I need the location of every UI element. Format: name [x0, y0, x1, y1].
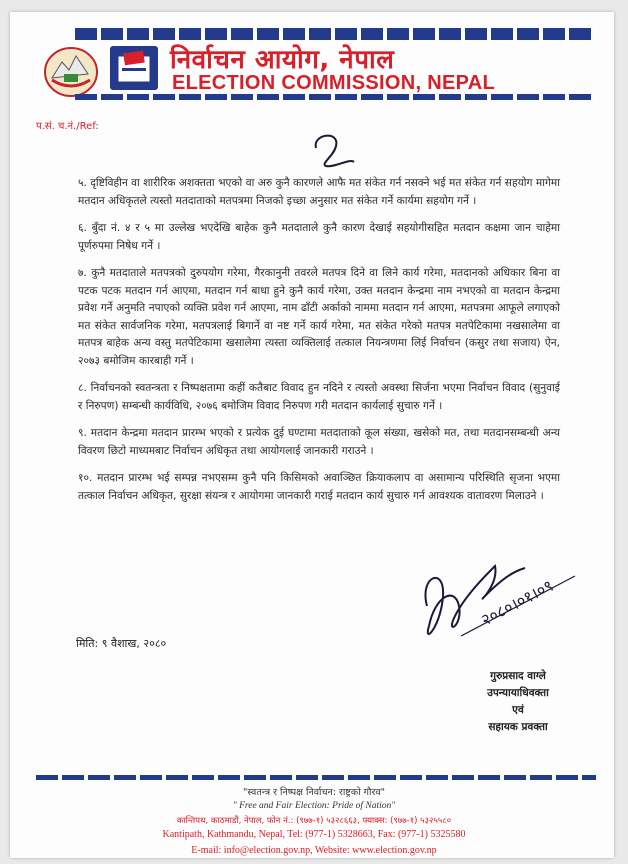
footer-stripe: [36, 775, 596, 780]
footer-contact: E-mail: info@election.gov.np, Website: www.election.gov.np: [191, 845, 437, 856]
clause-9: ९. मतदान केन्द्रमा मतदान प्रारम्भ भएको र प्रत्येक दुई घण्टामा मतदाताको कूल संख्या, खसेको मत, तथा मतदानसम्बन्धी अन्य विवरण छिटो माध्यमबाट निर्वाचन अधिकृत तथा आयोगलाई जानकारी गराउने ।: [78, 427, 560, 457]
svg-text:२०८०।०१।०९: २०८०।०१।०९: [477, 575, 557, 630]
clause-10: १०. मतदान प्रारम्भ भई सम्पन्न नभएसम्म कुनै पनि किसिमको अवाञ्छित क्रियाकलाप वा असामान्य परिस्थिति सृजना भएमा तत्काल निर्वाचन अधिकृत, सुरक्षा संयन्त्र र आयोगमा जानकारी गराई मतदान कार्य सुचारु गर्न आवश्यक वातावरण मिलाउने ।: [78, 472, 560, 502]
letter-date: मिति: ९ वैशाख, २०८०: [76, 637, 167, 650]
nepal-emblem-icon: [42, 44, 100, 98]
signatory-name: गुरुप्रसाद वाग्ले: [490, 670, 546, 682]
initial-mark: [310, 128, 360, 176]
election-commission-logo: [110, 46, 158, 90]
footer-slogan-nepali: "स्वतन्त्र र निष्पक्ष निर्वाचन: राष्ट्रको गौरव": [242, 787, 386, 798]
footer-address-english: Kantipath, Kathmandu, Nepal, Tel: (977-1) 5328663, Fax: (977-1) 5325580: [162, 829, 466, 840]
reference-label: प.सं. च.नं./Ref:: [36, 121, 99, 132]
header-top-stripe: [75, 28, 595, 40]
header-bottom-stripe: [75, 94, 595, 100]
clause-7: ७. कुनै मतदाताले मतपत्रको दुरुपयोग गरेमा, गैरकानुनी तवरले मतपत्र दिने वा लिने कार्य गरेमा, मतदानको अधिकार बिना वा पटक पटक मतदान गर्न आएमा, मतदान गर्न बाधा हुने कुनै कार्य गरेमा, उक्त मतदान केन्द्रमा नाम नभएको वा मतदान केन्द्रमा प्रवेश गर्ने अनुमति नपाएको व्यक्ति प्रवेश गर्न आएमा, नाम ढाँटी अर्काको नाममा मतदान गर्न आएमा, मतपत्रमा आफूले लगाएको मत संकेत सार्वजनिक गरेमा, मतपत्रलाई बिगार्ने वा नष्ट गर्ने कार्य गरेमा, मत संकेत गरेको मतपत्र मतपेटिकामा नखसालेमा वा मतपत्र बाहेक अन्य वस्तु मतपेटिकामा खसालेमा त्यस्ता व्यक्तिलाई तत्काल नियन्त्रणमा लिई निर्वाचन (कसुर तथा सजाय) ऐन, २०७३ बमोजिम कारबाही गर्ने ।: [78, 267, 560, 367]
clause-5: ५. दृष्टिविहीन वा शारीरिक अशक्तता भएको वा अरु कुनै कारणले आफै मत संकेत गर्न नसक्ने भई मत संकेत गर्न सहयोग मागेमा मतदान अधिकृतले त्यस्तो मतदाताको मतपत्रमा निजको इच्छा अनुसार मत संकेत गर्ने कार्यमा सहयोग गर्ने ।: [78, 177, 560, 207]
clause-8: ८. निर्वाचनको स्वतन्त्रता र निष्पक्षतामा कहीं कतैबाट विवाद हुन नदिने र त्यस्तो अवस्था सिर्जना भएमा निर्वाचन विवाद (सुनुवाई र निरुपण) सम्बन्धी कार्यविधि, २०७६ बमोजिम विवाद निरुपण गरी मतदान कार्यलाई सुचारु गर्ने ।: [78, 382, 560, 412]
footer-slogan-english: " Free and Fair Election: Pride of Nation": [232, 801, 396, 811]
signatory-title: उपन्यायाधिवक्ता: [487, 687, 549, 699]
signatory-conjunction: एवं: [512, 704, 524, 716]
handwritten-signature: [415, 556, 595, 666]
signatory-block: [458, 668, 578, 736]
letter-body: [78, 175, 560, 515]
header-title-english: ELECTION COMMISSION, NEPAL: [172, 72, 495, 94]
signatory-role: सहायक प्रवक्ता: [488, 721, 548, 733]
footer-address-nepali: कान्तिपथ, काठमाडौं, नेपाल, फोन नं.: (९७७-१) ५३२८६६३, फ्याक्स: (९७७-१) ५३२५५८०: [176, 816, 452, 826]
clause-6: ६. बुँदा नं. ४ र ५ मा उल्लेख भएदेखि बाहेक कुनै मतदाताले कुनै कारण देखाई सहयोगीसहित मतदान कक्षमा जान चाहेमा पूर्णरुपमा निषेध गर्ने ।: [78, 222, 560, 252]
header-title-nepali: निर्वाचन आयोग, नेपाल: [170, 45, 395, 75]
